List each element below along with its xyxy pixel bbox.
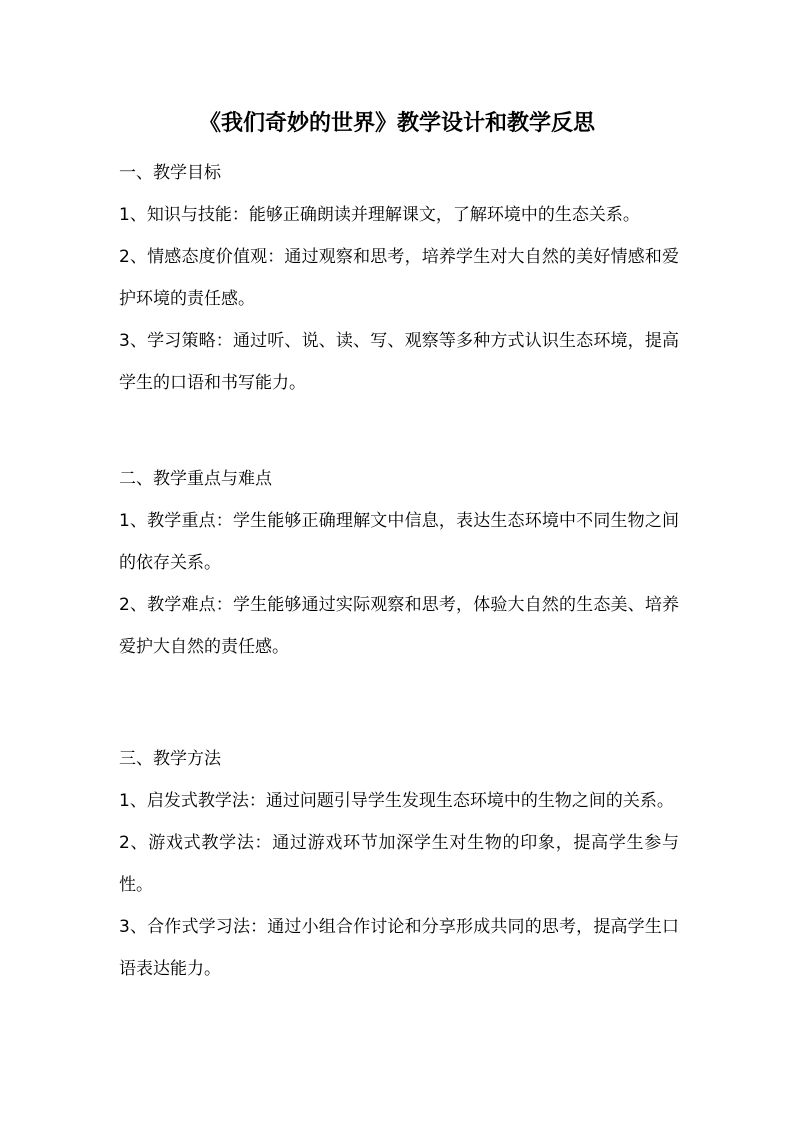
- list-item: 2、教学难点：学生能够通过实际观察和思考，体验大自然的生态美、培养爱护大自然的责任感。: [119, 595, 679, 657]
- section-key-points: [119, 458, 679, 668]
- list-item: 1、教学重点：学生能够正确理解文中信息，表达生态环境中不同生物之间的依存关系。: [119, 511, 679, 573]
- document-title: 《我们奇妙的世界》教学设计和教学反思: [198, 111, 595, 136]
- list-item: 2、游戏式教学法：通过游戏环节加深学生对生物的印象，提高学生参与性。: [119, 833, 679, 895]
- section-teaching-objectives: [119, 152, 679, 404]
- list-item: 3、学习策略：通过听、说、读、写、观察等多种方式认识生态环境，提高学生的口语和书写能力。: [119, 331, 679, 393]
- section-spacer: [119, 668, 679, 738]
- list-item: 1、启发式教学法：通过问题引导学生发现生态环境中的生物之间的关系。: [119, 791, 674, 811]
- section-spacer: [119, 404, 679, 458]
- section-heading: 三、教学方法: [119, 749, 221, 769]
- document-body: [119, 152, 679, 990]
- list-item: 1、知识与技能：能够正确朗读并理解课文，了解环境中的生态关系。: [119, 205, 640, 225]
- section-heading: 一、教学目标: [119, 163, 221, 183]
- list-item: 3、合作式学习法：通过小组合作讨论和分享形成共同的思考，提高学生口语表达能力。: [119, 917, 679, 979]
- section-heading: 二、教学重点与难点: [119, 469, 272, 489]
- list-item: 2、情感态度价值观：通过观察和思考，培养学生对大自然的美好情感和爱护环境的责任感。: [119, 247, 679, 309]
- section-teaching-methods: [119, 738, 679, 990]
